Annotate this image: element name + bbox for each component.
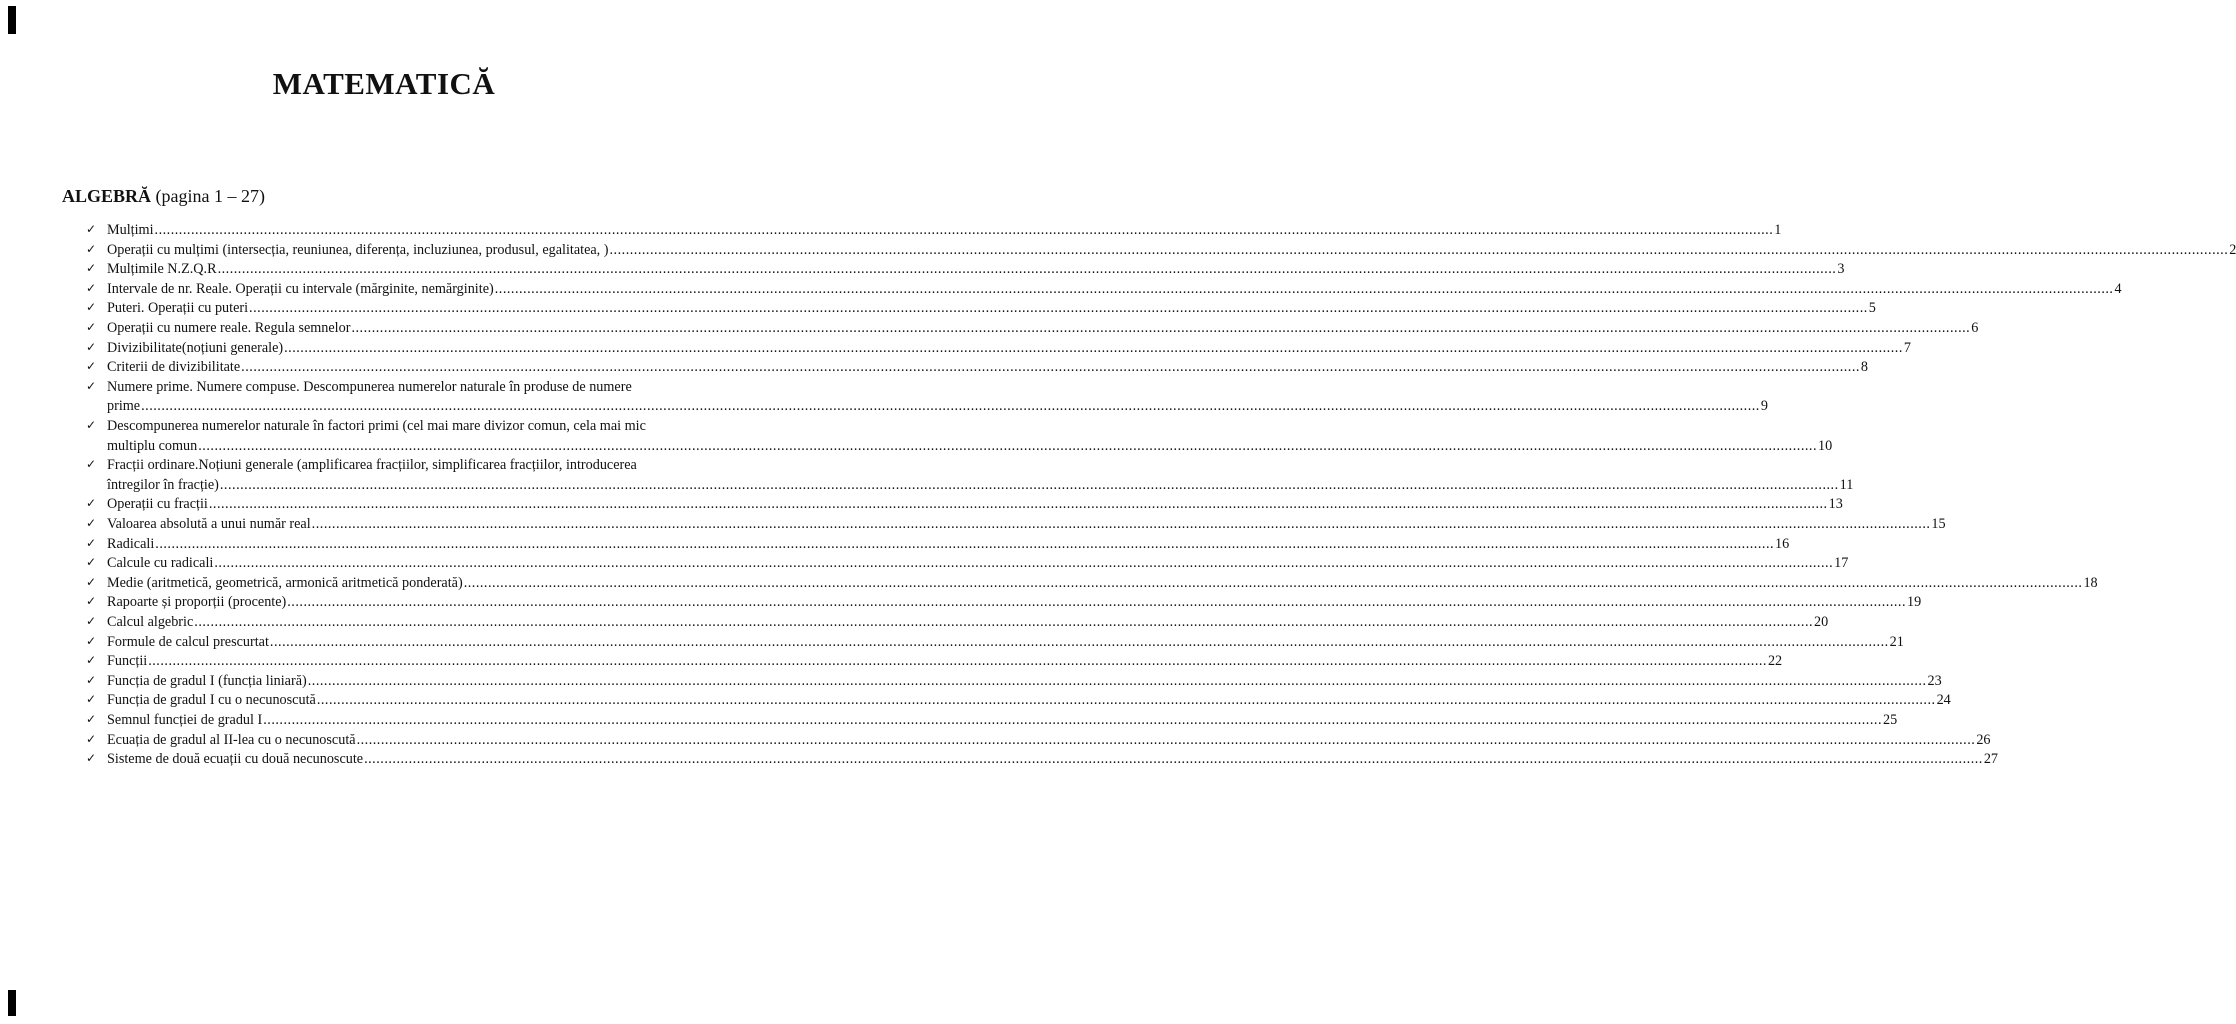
toc-page-number: 7: [1903, 339, 1911, 356]
toc-entry-text: Numere prime. Numere compuse. Descompunerea numerelor naturale în produse de numere: [107, 378, 632, 395]
toc-entry-text: prime: [107, 398, 141, 415]
checkmark-icon: ✓: [85, 241, 97, 256]
checkmark-icon: ✓: [85, 653, 97, 668]
toc-entry-text: Formule de calcul prescurtat: [107, 633, 269, 650]
toc-entry-text: Calcule cu radicali: [107, 555, 214, 572]
toc-entry-text: Divizibilitate(noțiuni generale): [107, 339, 284, 356]
toc-entry-text: Calcul algebric: [107, 614, 194, 630]
dot-leader: ................................................................................................................................................................................................................................................................................................................................................................................................................: [263, 712, 1882, 728]
dot-leader: ................................................................................................................................................................................................................................................................................................................................................................................................................: [284, 339, 1903, 356]
checkmark-icon: ✓: [85, 712, 97, 726]
checkmark-icon: ✓: [85, 300, 97, 315]
toc-entry-line: [107, 555, 1849, 573]
toc-page-number: 8: [1860, 359, 1869, 376]
toc-page-number: 24: [1936, 692, 1951, 709]
checkmark-icon: ✓: [85, 672, 97, 687]
toc-entry-line: [107, 712, 1898, 730]
toc-entry-line: [107, 359, 1869, 377]
toc-page-number: 20: [1814, 614, 1829, 630]
toc-entry-line: [107, 731, 1991, 750]
checkmark-icon: ✓: [85, 555, 97, 570]
checkmark-icon: ✓: [85, 320, 97, 334]
section-heading: [62, 186, 265, 207]
toc-entry-line: [107, 320, 1979, 338]
toc-entry-text: Intervale de nr. Reale. Operații cu intervale (mărginite, nemărginite): [107, 280, 494, 297]
toc-entry-text: Mulțimi: [107, 222, 154, 238]
toc-entry-line: [107, 751, 1999, 769]
toc-page-number: 19: [1907, 594, 1922, 611]
toc-entry-line: [107, 672, 1942, 691]
checkmark-icon: ✓: [85, 339, 97, 354]
toc-page-number: 21: [1889, 633, 1904, 650]
toc-entry-text: Ecuația de gradul al II-lea cu o necunoscută: [107, 731, 356, 748]
dot-leader: ................................................................................................................................................................................................................................................................................................................................................................................................................: [364, 751, 1983, 768]
checkmark-icon: ✓: [85, 594, 97, 609]
toc-entry-line: [107, 398, 1768, 416]
dot-leader: ................................................................................................................................................................................................................................................................................................................................................................................................................: [494, 280, 2114, 297]
toc-entry-text: multiplu comun: [107, 437, 198, 454]
toc-page-number: 4: [2114, 280, 2122, 297]
toc-entry-line: [107, 241, 2236, 260]
toc-entry-text: Valoarea absolută a unui număr real: [107, 516, 311, 532]
toc-page-number: 23: [1927, 672, 1942, 689]
toc-entry-line: [107, 300, 1876, 318]
toc-page-number: 25: [1882, 712, 1898, 728]
toc-entry-text: Funcții: [107, 653, 148, 670]
scan-registration-mark-bottom: [8, 990, 16, 1016]
toc-page-number: 13: [1828, 496, 1843, 513]
toc-entry-line: [107, 261, 1845, 279]
dot-leader: ................................................................................................................................................................................................................................................................................................................................................................................................................: [148, 653, 1767, 670]
toc-page-number: 22: [1767, 653, 1783, 670]
section-page-range: (pagina 1 – 27): [155, 186, 265, 206]
toc-page-number: 16: [1775, 535, 1790, 552]
scan-registration-mark-top: [8, 6, 16, 34]
dot-leader: ................................................................................................................................................................................................................................................................................................................................................................................................................: [249, 300, 1868, 317]
toc-entry-text: Fracții ordinare.Noțiuni generale (amplificarea fracțiilor, simplificarea fracțiilor, introducerea: [107, 457, 637, 474]
dot-leader: ................................................................................................................................................................................................................................................................................................................................................................................................................: [154, 222, 1774, 238]
dot-leader: ................................................................................................................................................................................................................................................................................................................................................................................................................: [217, 261, 1837, 278]
toc-page-number: 3: [1837, 261, 1845, 278]
toc-entry-text: Funcția de gradul I cu o necunoscută: [107, 692, 316, 709]
checkmark-icon: ✓: [85, 633, 97, 648]
checkmark-icon: ✓: [85, 731, 97, 746]
toc-entry-text: Semnul funcției de gradul I: [107, 712, 263, 728]
toc-page-number: 9: [1760, 398, 1768, 415]
toc-entry-line: [107, 574, 2098, 593]
dot-leader: ................................................................................................................................................................................................................................................................................................................................................................................................................: [198, 437, 1817, 454]
dot-leader: ................................................................................................................................................................................................................................................................................................................................................................................................................: [463, 574, 2083, 591]
dot-leader: ................................................................................................................................................................................................................................................................................................................................................................................................................: [351, 320, 1971, 336]
toc-page-number: 18: [2083, 574, 2098, 591]
checkmark-icon: ✓: [85, 692, 97, 707]
checkmark-icon: ✓: [85, 516, 97, 530]
dot-leader: ................................................................................................................................................................................................................................................................................................................................................................................................................: [155, 535, 1775, 552]
toc-page-number: 5: [1868, 300, 1876, 317]
dot-leader: ................................................................................................................................................................................................................................................................................................................................................................................................................: [311, 516, 1931, 532]
dot-leader: ................................................................................................................................................................................................................................................................................................................................................................................................................: [287, 594, 1906, 611]
checkmark-icon: ✓: [85, 496, 97, 511]
dot-leader: ................................................................................................................................................................................................................................................................................................................................................................................................................: [609, 241, 2229, 258]
toc-entry-line: [107, 692, 1951, 710]
toc-entry-text: Puteri. Operații cu puteri: [107, 300, 249, 317]
checkmark-icon: ✓: [85, 574, 97, 589]
dot-leader: ................................................................................................................................................................................................................................................................................................................................................................................................................: [194, 614, 1814, 630]
checkmark-icon: ✓: [85, 280, 97, 295]
dot-leader: ................................................................................................................................................................................................................................................................................................................................................................................................................: [141, 398, 1760, 415]
page-title: MATEMATICĂ: [272, 66, 496, 101]
dot-leader: ................................................................................................................................................................................................................................................................................................................................................................................................................: [208, 496, 1828, 513]
toc-entry-text: Criterii de divizibilitate: [107, 359, 241, 376]
toc-entry-line-continued: [107, 379, 707, 397]
toc-page-number: 15: [1931, 516, 1946, 532]
toc-page-number: 17: [1834, 555, 1849, 572]
checkmark-icon: ✓: [85, 418, 97, 432]
toc-entry-text: Mulțimile N.Z.Q.R: [107, 261, 217, 278]
dot-leader: ................................................................................................................................................................................................................................................................................................................................................................................................................: [214, 555, 1834, 572]
toc-entry-line: [107, 222, 1782, 240]
section-name: ALGEBRĂ: [62, 186, 152, 206]
toc-page-number: 26: [1976, 731, 1991, 748]
toc-page-number: 10: [1818, 437, 1833, 454]
toc-entry-text: Descompunerea numerelor naturale în factori primi (cel mai mare divizor comun, cela mai mic: [107, 418, 646, 434]
toc-page-number: 1: [1774, 222, 1782, 238]
toc-page-number: 6: [1971, 320, 1979, 336]
toc-entry-text: Sisteme de două ecuații cu două necunoscute: [107, 751, 364, 768]
toc-page-number: 27: [1983, 751, 1999, 768]
toc-entry-line: [107, 633, 1904, 652]
toc-entry-line: [107, 614, 1829, 632]
toc-entry-line-continued: [107, 457, 707, 475]
dot-leader: ................................................................................................................................................................................................................................................................................................................................................................................................................: [241, 359, 1860, 376]
toc-entry-line-continued: [107, 418, 707, 436]
toc-entry-line: [107, 437, 1833, 456]
checkmark-icon: ✓: [85, 614, 97, 628]
checkmark-icon: ✓: [85, 378, 97, 393]
toc-entry-text: Operații cu mulțimi (intersecția, reuniunea, diferența, incluziunea, produsul, egalitatea, ): [107, 241, 609, 258]
dot-leader: ................................................................................................................................................................................................................................................................................................................................................................................................................: [316, 692, 1936, 709]
toc-entry-line: [107, 535, 1790, 554]
dot-leader: ................................................................................................................................................................................................................................................................................................................................................................................................................: [219, 476, 1839, 493]
checkmark-icon: ✓: [85, 457, 97, 472]
toc-entry-text: Radicali: [107, 535, 155, 552]
toc-entry-line: [107, 476, 1854, 495]
toc-entry-text: Rapoarte și proporții (procente): [107, 594, 287, 611]
toc-entry-text: Operații cu fracții: [107, 496, 208, 513]
checkmark-icon: ✓: [85, 535, 97, 550]
toc-entry-text: Operații cu numere reale. Regula semnelor: [107, 320, 351, 336]
toc-entry-text: Medie (aritmetică, geometrică, armonică aritmetică ponderată): [107, 574, 463, 591]
dot-leader: ................................................................................................................................................................................................................................................................................................................................................................................................................: [307, 672, 1927, 689]
toc-page-number: 11: [1839, 476, 1854, 493]
dot-leader: ................................................................................................................................................................................................................................................................................................................................................................................................................: [356, 731, 1976, 748]
checkmark-icon: ✓: [85, 359, 97, 374]
toc-entry-line: [107, 280, 2122, 299]
toc-entry-line: [107, 496, 1843, 514]
toc-entry-text: întregilor în fracție): [107, 476, 219, 493]
toc-entry-text: Funcția de gradul I (funcția liniară): [107, 672, 307, 689]
checkmark-icon: ✓: [85, 261, 97, 276]
toc-entry-line: [107, 339, 1911, 358]
checkmark-icon: ✓: [85, 222, 97, 236]
toc-entry-line: [107, 653, 1783, 671]
toc-entry-line: [107, 516, 1946, 534]
toc-entry-line: [107, 594, 1922, 612]
toc-page-number: 2: [2229, 241, 2236, 258]
checkmark-icon: ✓: [85, 751, 97, 766]
dot-leader: ................................................................................................................................................................................................................................................................................................................................................................................................................: [269, 633, 1889, 650]
